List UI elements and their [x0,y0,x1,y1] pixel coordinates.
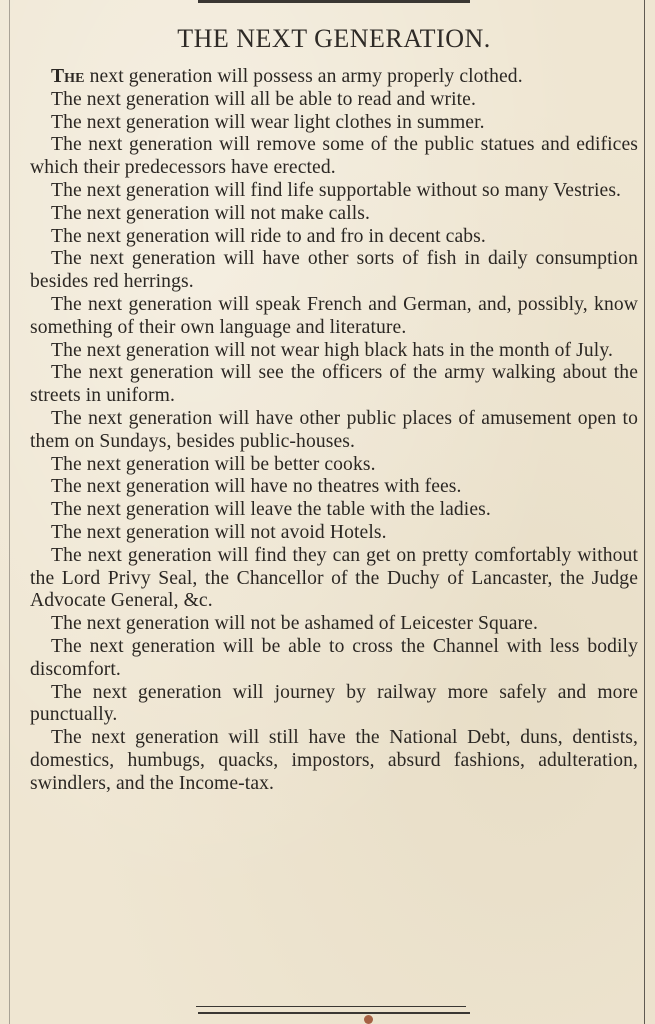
paragraph-1 [30,66,638,89]
paragraph-9: The next generation will speak French and German, and, possibly, know something of their own language and literature. [30,293,638,338]
column-rule-left [9,0,10,1024]
paragraph-20: The next generation will journey by railway more safely and more punctually. [30,681,638,726]
paragraph-text: next generation will possess an army properly clothed. [84,66,523,87]
paragraph-18: The next generation will not be ashamed of Leicester Square. [51,613,538,635]
end-rule-upper [196,1006,466,1007]
paragraph-3: The next generation will wear light clothes in summer. [51,111,485,133]
drop-word: The [51,66,85,87]
end-rule-lower [198,1012,470,1014]
paragraph-13: The next generation will be better cooks. [51,453,376,475]
paragraph-8: The next generation will have other sorts of fish in daily consumption besides red herrings. [30,248,638,293]
paragraph-17: The next generation will find they can get on pretty comfortably without the Lord Privy Seal, the Chancellor of the Duchy of Lancaster, the Judge Advocate General, &c. [30,544,638,612]
paper-stain [364,1015,373,1024]
column-rule-right [644,0,645,1024]
paragraph-2: The next generation will all be able to read and write. [51,88,476,110]
top-section-rule [198,0,470,3]
paragraph-12: The next generation will have other public places of amusement open to them on Sundays, besides public-houses. [30,407,638,452]
paragraph-10: The next generation will not wear high black hats in the month of July. [51,339,613,361]
paragraph-4: The next generation will remove some of the public statues and edifices which their predecessors have erected. [30,134,638,179]
paragraph-7: The next generation will ride to and fro in decent cabs. [51,225,486,247]
article [30,22,638,796]
paragraph-15: The next generation will leave the table with the ladies. [51,499,491,521]
paragraph-16: The next generation will not avoid Hotels. [51,521,387,543]
paragraph-11: The next generation will see the officers of the army walking about the streets in uniform. [30,362,638,407]
paragraph-5: The next generation will find life supportable without so many Vestries. [51,179,622,201]
paragraph-14: The next generation will have no theatres with fees. [51,476,462,498]
paragraph-6: The next generation will not make calls. [51,202,371,224]
paragraph-19: The next generation will be able to cross the Channel with less bodily discomfort. [30,635,638,680]
article-title: THE NEXT GENERATION. [177,24,491,53]
paragraph-21: The next generation will still have the National Debt, duns, dentists, domestics, humbugs, quacks, impostors, absurd fashions, adulteration, swindlers, and the Income-tax. [30,727,638,794]
